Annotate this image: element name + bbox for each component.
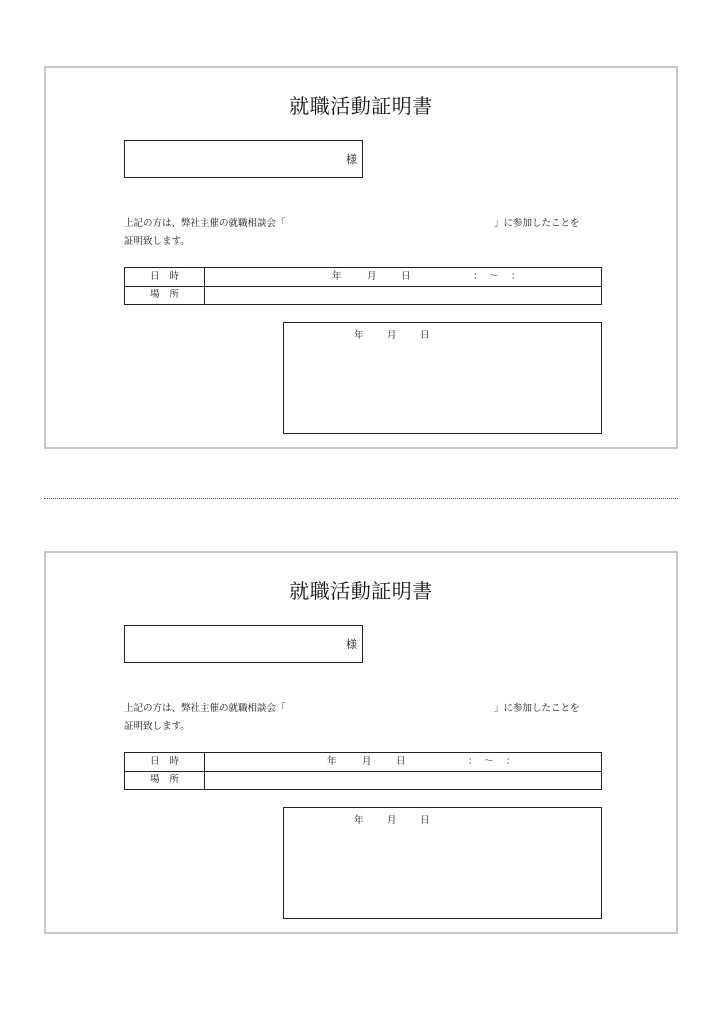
datetime-row [125,268,601,287]
date-day-label: 日 [401,271,411,282]
body-text-line-1-end: 」に参加したことを [494,218,580,229]
body-text-line-2: 証明致します。 [124,236,190,247]
addressee-field[interactable] [124,140,363,178]
end-time-colon: ： [506,756,516,767]
certificate-title: 就職活動証明書 [289,579,433,603]
addressee-field[interactable] [124,625,363,663]
issuer-stamp-box[interactable] [283,807,602,919]
event-info-table [124,752,602,790]
datetime-label: 日時 [125,268,205,286]
issue-day-label: 日 [420,815,430,826]
honorific-sama: 様 [346,153,357,166]
place-label: 場所 [125,771,205,789]
date-month-label: 月 [362,756,372,767]
datetime-label: 日時 [125,753,205,771]
time-range-tilde: ～ [484,756,494,767]
time-range-tilde: ～ [489,271,499,282]
issue-month-label: 月 [387,815,397,826]
body-text-line-1-end: 」に参加したことを [494,703,580,714]
start-time-colon: ： [468,756,478,767]
date-year-label: 年 [332,271,342,282]
datetime-row [125,753,601,772]
issue-year-label: 年 [354,330,364,341]
place-row [125,286,601,304]
place-label: 場所 [125,286,205,304]
date-day-label: 日 [396,756,406,767]
issue-year-label: 年 [354,815,364,826]
start-time-colon: ： [473,271,483,282]
event-info-table [124,267,602,305]
honorific-sama: 様 [346,638,357,651]
end-time-colon: ： [511,271,521,282]
place-row [125,771,601,789]
issue-month-label: 月 [387,330,397,341]
body-text-line-2: 証明致します。 [124,721,190,732]
body-text-line-1: 上記の方は、弊社主催の就職相談会「 [124,218,286,229]
date-year-label: 年 [327,756,337,767]
date-month-label: 月 [367,271,377,282]
certificate-title: 就職活動証明書 [289,94,433,118]
certificate-top [44,66,678,449]
certificate-bottom [44,551,678,934]
cut-line-divider [44,498,678,499]
body-text-line-1: 上記の方は、弊社主催の就職相談会「 [124,703,286,714]
issuer-stamp-box[interactable] [283,322,602,434]
issue-day-label: 日 [420,330,430,341]
